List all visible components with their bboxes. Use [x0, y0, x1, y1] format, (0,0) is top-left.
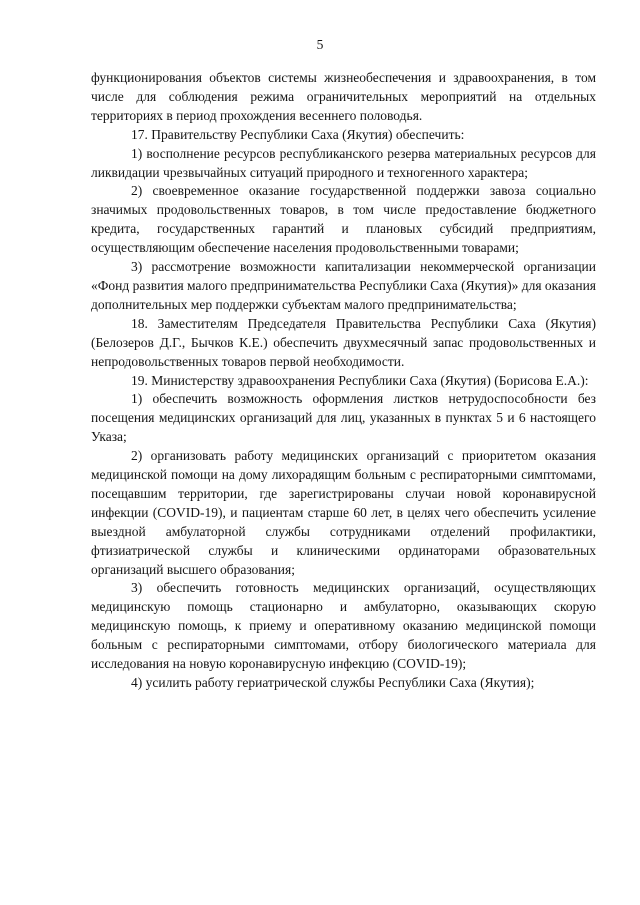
paragraph: 19. Министерству здравоохранения Республики Саха (Якутия) (Борисова Е.А.):	[131, 372, 589, 388]
paragraph: 1) восполнение ресурсов республиканского резерва материальных ресурсов для ликвидации чрезвычайных ситуаций природного и техногенного характера;	[91, 145, 596, 180]
paragraph: функционирования объектов системы жизнеобеспечения и здравоохранения, в том числе для соблюдения режима ограничительных мероприятий на отдельных территориях в период прохождения весеннего половодья.	[91, 70, 596, 123]
paragraph: 2) организовать работу медицинских организаций с приоритетом оказания медицинской помощи на дому лихорадящим больным с респираторными симптомами, посещавшим территории, где зарегистрированы случаи новой коронавирусной инфекции (COVID-19), и пациентам старше 60 лет, в целях чего обеспечить усиление выездной амбулаторной службы сотрудниками отделений профилактики, фтизиатрической службы и клиническими ординаторами образовательных организаций высшего образования;	[91, 448, 596, 577]
paragraph: 1) обеспечить возможность оформления листков нетрудоспособности без посещения медицинских организаций для лиц, указанных в пунктах 5 и 6 настоящего Указа;	[91, 391, 596, 445]
paragraph: 18. Заместителям Председателя Правительства Республики Саха (Якутия) (Белозеров Д.Г., Бычков К.Е.) обеспечить двухмесячный запас продовольственных и непродовольственных товаров первой необходимости.	[91, 315, 596, 369]
page-number: 5	[316, 37, 324, 52]
paragraph: 3) обеспечить готовность медицинских организаций, осуществляющих медицинскую помощь стационарно и амбулаторно, оказывающих скорую медицинскую помощь, к приему и оперативному оказанию медицинской помощи больным с респираторными симптомами, отбору биологического материала для исследования на новую коронавирусную инфекцию (COVID-19);	[91, 580, 596, 672]
document-body	[91, 69, 596, 693]
paragraph: 17. Правительству Республики Саха (Якутия) обеспечить:	[131, 126, 465, 142]
paragraph: 3) рассмотрение возможности капитализации некоммерческой организации «Фонд развития малого предпринимательства Республики Саха (Якутия)» для оказания дополнительных мер поддержки субъектам малого предпринимательства;	[91, 259, 596, 312]
paragraph: 4) усилить работу гериатрической службы Республики Саха (Якутия);	[131, 675, 535, 690]
paragraph: 2) своевременное оказание государственной поддержки завоза социально значимых продовольственных товаров, в том числе предоставление бюджетного кредита, государственных гарантий и плановых субсидий предприятиям, осуществляющим обеспечение населения продовольственными товарами;	[91, 183, 596, 256]
